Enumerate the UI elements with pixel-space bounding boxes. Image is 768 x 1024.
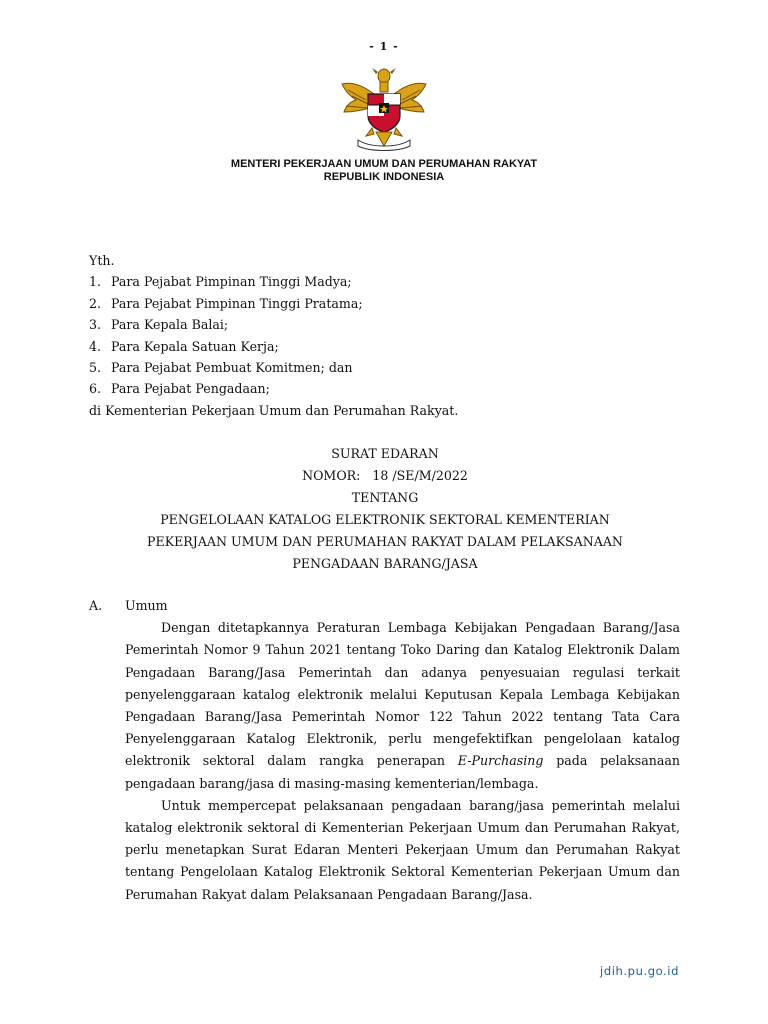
recipient-number: 5. (89, 360, 102, 376)
letter-subject-line: PEKERJAAN UMUM DAN PERUMAHAN RAKYAT DALAM PELAKSANAAN (147, 534, 623, 549)
letter-type: SURAT EDARAN (331, 446, 439, 461)
letter-number: NOMOR: 18 /SE/M/2022 (302, 468, 468, 483)
letter-subject-line: PENGADAAN BARANG/JASA (292, 556, 478, 571)
section-letter: A. (89, 598, 103, 613)
garuda-emblem-icon (336, 62, 432, 154)
recipient-number: 2. (89, 295, 102, 311)
country-title: REPUBLIK INDONESIA (323, 171, 445, 183)
recipient-number: 1. (89, 274, 102, 290)
recipient-list (89, 271, 689, 399)
recipient-number: 3. (89, 317, 102, 333)
recipient-item (89, 271, 689, 292)
paragraph-1 (125, 617, 680, 795)
letter-title-block (110, 443, 660, 575)
section-a (89, 595, 680, 906)
recipient-item (89, 336, 689, 357)
footer-website-link[interactable]: jdih.pu.go.id (600, 964, 679, 978)
ministry-title: MENTERI PEKERJAAN UMUM DAN PERUMAHAN RAKYAT (230, 158, 538, 170)
ministry-header (0, 158, 768, 184)
recipient-text: Para Kepala Balai; (111, 317, 229, 333)
recipient-text: Para Pejabat Pengadaan; (111, 381, 270, 397)
recipient-text: Para Kepala Satuan Kerja; (111, 338, 279, 354)
recipient-item (89, 357, 689, 378)
paragraph-1-text-start: Dengan ditetapkannya Peraturan Lembaga Kebijakan Pengadaan Barang/Jasa Pemerintah Nomor 9 Tahun 2021 tentang Toko Daring dan Katalog Elektronik Dalam Pengadaan Barang/Jasa Pemerintah dan adanya penyesuaian regulasi terkait penyelenggaraan katalog elektronik melalui Keputusan Kepala Lembaga Kebijakan Pengadaan Barang/Jasa Pemerintah Nomor 122 Tahun 2022 tentang Tata Cara Penyelenggaraan Katalog Elektronik, perlu mengefektifkan pengelolaan katalog elektronik sektoral dalam rangka penerapan (125, 620, 680, 769)
salutation: Yth. (89, 253, 115, 268)
page-number: - 1 - (369, 40, 399, 53)
section-heading (89, 595, 680, 617)
paragraph-1-italic-term: E-Purchasing (457, 753, 544, 769)
recipient-item (89, 314, 689, 335)
paragraph-2: Untuk mempercepat pelaksanaan pengadaan barang/jasa pemerintah melalui katalog elektronik sektoral di Kementerian Pekerjaan Umum dan Perumahan Rakyat, perlu menetapkan Surat Edaran Menteri Pekerjaan Umum dan Perumahan Rakyat tentang Pengelolaan Katalog Elektronik Sektoral Kementerian Pekerjaan Umum dan Perumahan Rakyat dalam Pelaksanaan Pengadaan Barang/Jasa. (125, 797, 680, 902)
paragraph-1-text-end: pada pelaksanaan pengadaan barang/jasa di masing-masing kementerian/lembaga. (125, 753, 681, 791)
recipient-number: 6. (89, 381, 102, 397)
recipient-item (89, 378, 689, 399)
recipient-location: di Kementerian Pekerjaan Umum dan Perumahan Rakyat. (89, 402, 459, 418)
recipient-text: Para Pejabat Pimpinan Tinggi Pratama; (111, 295, 363, 311)
recipient-number: 4. (89, 338, 102, 354)
letter-about: TENTANG (351, 490, 419, 505)
recipient-block (89, 250, 689, 421)
letter-subject-line: PENGELOLAAN KATALOG ELEKTRONIK SEKTORAL KEMENTERIAN (160, 512, 610, 527)
recipient-text: Para Pejabat Pimpinan Tinggi Madya; (111, 274, 352, 290)
section-title: Umum (125, 598, 168, 613)
recipient-item (89, 293, 689, 314)
recipient-text: Para Pejabat Pembuat Komitmen; dan (111, 360, 353, 376)
